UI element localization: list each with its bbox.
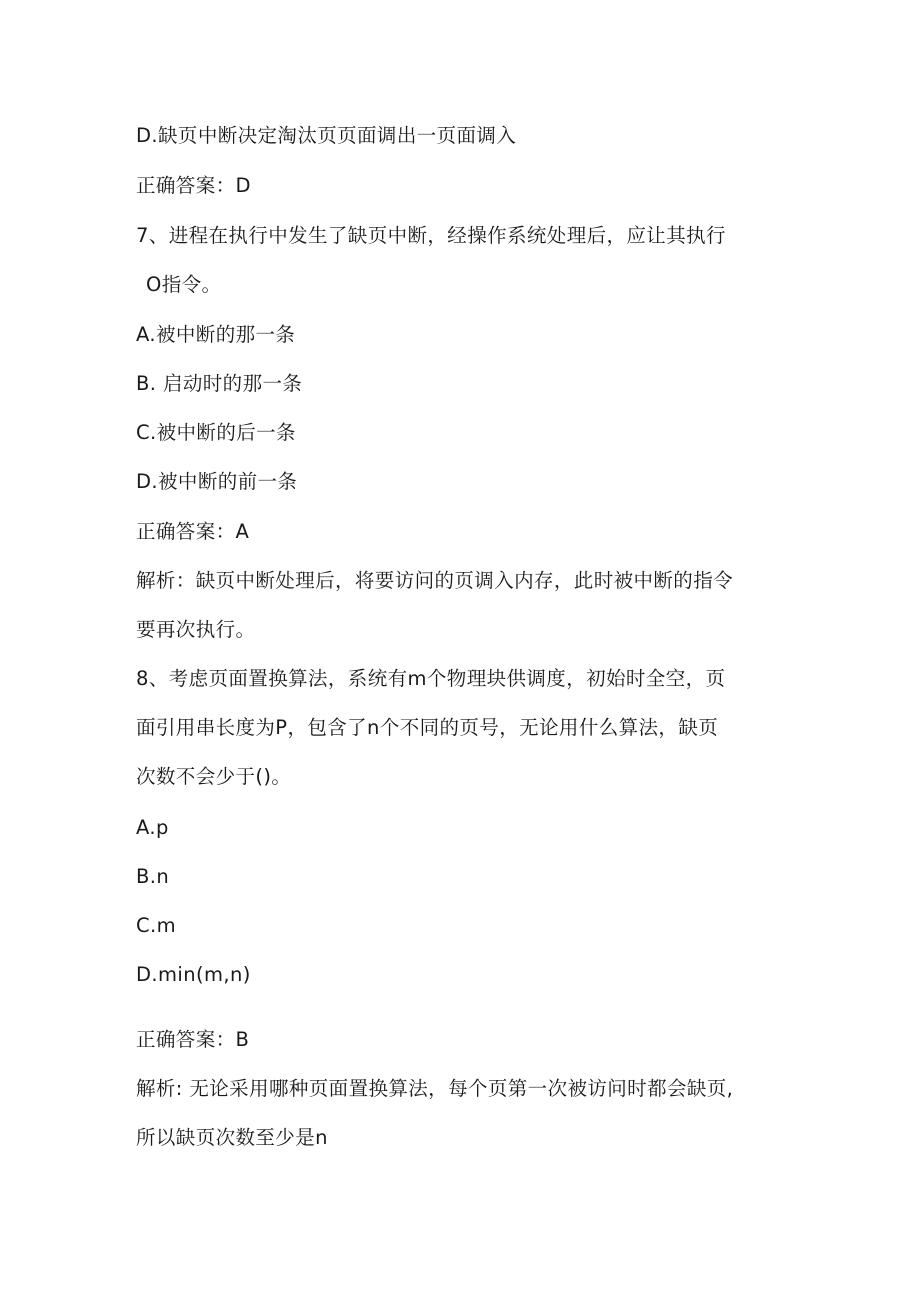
q8-stem-line-2: 面引用串长度为P，包含了n个不同的页号，无论用什么算法，缺页 <box>136 716 719 739</box>
q8-analysis-line-1: 解析: 无论采用哪种页面置换算法，每个页第一次被访问时都会缺页, <box>136 1077 734 1100</box>
q7-stem-line-1: 7、进程在执行中发生了缺页中断，经操作系统处理后，应让其执行 <box>136 224 726 247</box>
q8-answer: 正确答案：B <box>136 1028 250 1051</box>
q7-option-c: C.被中断的后一条 <box>136 421 296 444</box>
q7-stem-line-2: O指令。 <box>146 273 222 296</box>
q7-option-d: D.被中断的前一条 <box>136 470 298 493</box>
q7-analysis-line-1: 解析：缺页中断处理后，将要访问的页调入内存，此时被中断的指令 <box>136 569 734 592</box>
q8-option-c: C.m <box>136 914 177 937</box>
q6-option-d: D.缺页中断决定淘汰页页面调出一页面调入 <box>136 124 517 147</box>
q7-analysis-line-2: 要再次执行。 <box>136 618 256 641</box>
q6-answer: 正确答案：D <box>136 174 251 197</box>
q7-option-b: B. 启动时的那一条 <box>136 372 303 395</box>
q8-stem-line-1: 8、考虑页面置换算法，系统有m个物理块供调度，初始时全空，页 <box>136 667 726 690</box>
q7-option-a: A.被中断的那一条 <box>136 323 296 346</box>
q8-option-a: A.p <box>136 816 169 839</box>
q8-analysis-line-2: 所以缺页次数至少是n <box>136 1126 328 1149</box>
q8-stem-line-3: 次数不会少于()。 <box>136 765 292 788</box>
q8-option-d: D.min(m,n) <box>136 963 251 986</box>
q7-answer: 正确答案：A <box>136 520 250 543</box>
q8-option-b: B.n <box>136 865 170 888</box>
